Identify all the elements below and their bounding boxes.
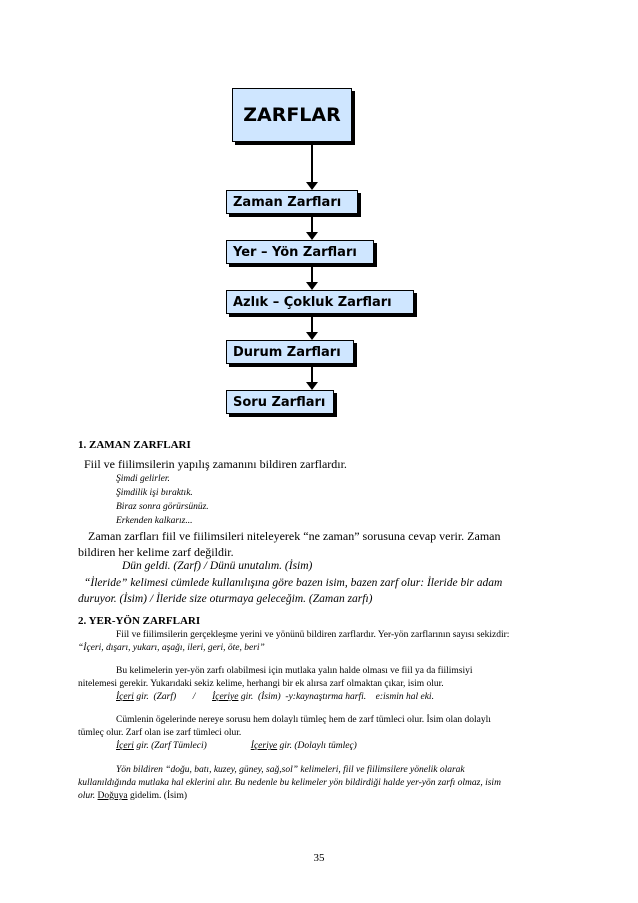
box-label: Zaman Zarfları	[233, 195, 342, 210]
section1-example: Erkenden kalkarız...	[116, 516, 193, 526]
example-word: İçeri	[116, 741, 134, 751]
box-label: Soru Zarfları	[233, 395, 326, 410]
section2-heading: 2. YER-YÖN ZARFLARI	[78, 615, 201, 627]
section2-example-line2	[116, 741, 357, 751]
section2-para2-line1: Bu kelimelerin yer-yön zarfı olabilmesi için mutlaka yalın halde olması ve fiil ya da fiilimsiyi	[116, 666, 473, 676]
arrow-head	[306, 382, 318, 390]
example-text: gir. (Zarf) /	[133, 692, 213, 702]
arrow-line	[311, 364, 313, 384]
box-label: Durum Zarfları	[233, 345, 341, 360]
example-word: İçeri	[116, 692, 134, 702]
arrow-line	[311, 142, 313, 184]
section2-para4-line2: kullanıldığında mutlaka hal eklerini alır. Bu nedenle bu kelimeler yön bildirdiği halde yer-yön zarfı olmaz, isim	[78, 778, 501, 788]
section1-example: Biraz sonra görürsünüz.	[116, 502, 209, 512]
section1-example: Şimdilik işi bıraktık.	[116, 488, 193, 498]
section2-intro-line1: Fiil ve fiilimsilerin gerçekleşme yerini ve yönünü bildiren zarflardır. Yer-yön zarflarının sayısı sekizdir:	[116, 630, 510, 640]
box-azlik-cokluk	[226, 290, 414, 314]
section1-heading: 1. ZAMAN ZARFLARI	[78, 439, 191, 451]
section2-para2-line2: nitelemesi gerekir. Yukarıdaki sekiz kelime, herhangi bir ek alırsa zarf olmaktan çıkar, isim olur.	[78, 679, 444, 689]
section2-para4-line1: Yön bildiren “doğu, batı, kuzey, güney, sağ,sol” kelimeleri, fiil ve fiilimsilere yönelik olarak	[116, 765, 465, 775]
section1-example: Şimdi gelirler.	[116, 474, 170, 484]
arrow-line	[311, 314, 313, 334]
arrow-head	[306, 332, 318, 340]
section1-paragraph-line1: Zaman zarfları fiil ve fiilimsileri niteleyerek “ne zaman” sorusuna cevap verir. Zaman	[88, 529, 501, 543]
para-text: gidelim. (İsim)	[127, 791, 187, 801]
diagram-title: ZARFLAR	[243, 104, 341, 126]
diagram-title-box	[232, 88, 352, 142]
arrow-head	[306, 282, 318, 290]
example-word: İçeriye	[250, 741, 278, 751]
box-durum	[226, 340, 354, 364]
box-label: Azlık – Çokluk Zarfları	[233, 295, 392, 310]
para-text: olur.	[78, 791, 98, 801]
box-label: Yer – Yön Zarfları	[233, 245, 357, 260]
section2-para3-line1: Cümlenin ögelerinde nereye sorusu hem dolaylı tümleç hem de zarf tümleci olur. İsim olan dolaylı	[116, 715, 491, 725]
example-word: İçeriye	[212, 692, 239, 702]
section2-para4-line3	[78, 791, 187, 801]
box-zaman	[226, 190, 358, 214]
box-yer-yon	[226, 240, 374, 264]
box-soru	[226, 390, 334, 414]
arrow-head	[306, 182, 318, 190]
arrow-head	[306, 232, 318, 240]
example-text: gir. (Dolaylı tümleç)	[277, 741, 357, 751]
section1-italic-line1: “İleride” kelimesi cümlede kullanılışına göre bazen isim, bazen zarf olur: İleride bir adam	[84, 577, 503, 589]
section1-paragraph-line2: bildiren her kelime zarf değildir.	[78, 545, 234, 559]
arrow-line	[311, 214, 313, 234]
section2-para3-line2: tümleç olur. Zarf olan ise zarf tümleci olur.	[78, 728, 242, 738]
section2-example-line	[116, 692, 434, 702]
section1-intro: Fiil ve fiilimsilerin yapılış zamanını bildiren zarflardır.	[84, 457, 347, 471]
section2-intro-line2: “İçeri, dışarı, yukarı, aşağı, ileri, geri, öte, beri”	[78, 643, 265, 653]
page-number: 35	[313, 852, 325, 864]
section1-italic-line2: duruyor. (İsim) / İleride size oturmaya geleceğim. (Zaman zarfı)	[78, 593, 373, 605]
arrow-line	[311, 264, 313, 284]
example-text: gir. (Zarf Tümleci)	[133, 741, 207, 751]
section1-example2: Dün geldi. (Zarf) / Dünü unutalım. (İsim)	[122, 560, 313, 572]
example-word: Doğuya	[97, 791, 128, 801]
example-text: gir. (İsim) -y:kaynaştırma harfi. e:ismin hal eki.	[238, 692, 434, 702]
